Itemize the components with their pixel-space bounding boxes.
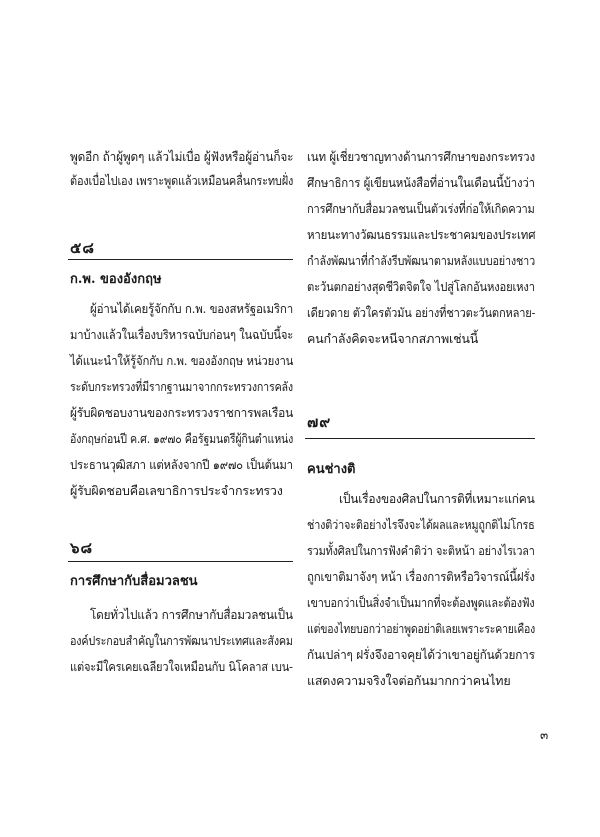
paragraph-line: ตะวันตกอย่างสุดชีวิตจิตใจ ไปสู่โลกอันหงอยเหงา (307, 279, 535, 294)
paragraph-line: ผู้อ่านได้เคยรู้จักกับ ก.พ. ของสหรัฐอเมริกา (90, 301, 294, 316)
paragraph-line: การศึกษากับสื่อมวลชนเป็นตัวเร่งที่ก่อให้เกิดความ (307, 201, 535, 216)
section-number: ๖๘ (70, 539, 94, 557)
paragraph-line: ระดับกระทรวงที่มีรากฐานมาจากกระทรวงการคลัง (70, 379, 293, 394)
paragraph-line: หายนะทางวัฒนธรรมและประชาคมของประเทศ (307, 227, 536, 242)
section-divider (305, 438, 535, 439)
paragraph-line: อังกฤษก่อนปี ค.ศ. ๑๙๗๐ คือรัฐมนตรีผู้กินตำแหน่ง (70, 431, 294, 446)
paragraph-line: พูดอีก ถ้าผู้พูดๆ แล้วไม่เบื่อ ผู้ฟังหรือผู้อ่านก็จะ (70, 149, 294, 164)
paragraph-line: เขาบอกว่าเป็นสิ่งจำเป็นมากที่จะต้องพูดและต้องฟัง (307, 595, 535, 610)
paragraph-line: คนกำลังคิดจะหนีจากสภาพเช่นนี้ (307, 331, 479, 346)
section-number: ๕๘ (70, 239, 95, 257)
paragraph-line: ถูกเขาติมาจังๆ หน้า เรื่องการติหรือวิจารณ์นี้ฝรั่ง (307, 569, 535, 584)
paragraph-line: รวมทั้งศิลปในการฟังคำติว่า จะติหน้า อย่างไรเวลา (307, 543, 535, 558)
paragraph-line: แสดงความจริงใจต่อกันมากกว่าคนไทย (307, 673, 511, 688)
section-number: ๗๙ (307, 413, 332, 431)
paragraph-line: มาบ้างแล้วในเรื่องบริหารฉบับก่อนๆ ในฉบับนี้จะ (70, 327, 294, 342)
paragraph-line: ผู้รับผิดชอบคือเลขาธิการประจำกระทรวง (70, 483, 283, 498)
paragraph-line: โดยทั่วไปแล้ว การศึกษากับสื่อมวลชนเป็น (90, 607, 293, 622)
paragraph-line: เดียวดาย ตัวใครตัวมัน อย่างที่ชาวตะวันตกหลาย- (307, 305, 536, 320)
section-divider (68, 561, 293, 562)
section-title: การศึกษากับสื่อมวลชน (70, 574, 198, 589)
paragraph-line: ประธานวุฒิสภา แต่หลังจากปี ๑๙๗๐ เป็นต้นมา (70, 457, 293, 472)
paragraph-line: แต่จะมีใครเคยเฉลียวใจเหมือนกับ นิโคลาส เบน- (70, 659, 293, 674)
paragraph-line: องค์ประกอบสำคัญในการพัฒนาประเทศและสังคม (70, 633, 293, 648)
section-title: คนช่างติ (307, 462, 356, 477)
section-title: ก.พ. ของอังกฤษ (70, 272, 162, 287)
paragraph-line: เป็นเรื่องของศิลปในการติที่เหมาะแก่คน (339, 491, 535, 506)
paragraph-line: แต่ของไทยบอกว่าอย่าพูดอย่าติเลยเพราะระคายเคือง (307, 621, 536, 636)
paragraph-line: ผู้รับผิดชอบงานของกระทรวงราชการพลเรือน (70, 405, 294, 420)
section-divider (68, 259, 293, 260)
paragraph-line: ช่างติว่าจะติอย่างไรจึงจะได้ผลและหมูถูกติไม่โกรธ (307, 517, 535, 532)
paragraph-line: กำลังพัฒนาที่กำลังรีบพัฒนาตามหลังแบบอย่างชาว (307, 253, 535, 268)
paragraph-line: ศึกษาธิการ ผู้เขียนหนังสือที่อ่านในเดือนนี้บ้างว่า (307, 175, 535, 190)
paragraph-line: เนท ผู้เชี่ยวชาญทางด้านการศึกษาของกระทรวง (307, 149, 535, 164)
paragraph-line: ต้องเบื่อไปเอง เพราะพูดแล้วเหมือนคลื่นกระทบฝั่ง (70, 173, 294, 188)
paragraph-line: ได้แนะนำให้รู้จักกับ ก.พ. ของอังกฤษ หน่วยงาน (70, 353, 294, 368)
paragraph-line: กันเปล่าๆ ฝรั่งจึงอาจคุยได้ว่าเขาอยู่กันด้วยการ (307, 647, 535, 662)
page-number: ๓ (540, 728, 549, 742)
